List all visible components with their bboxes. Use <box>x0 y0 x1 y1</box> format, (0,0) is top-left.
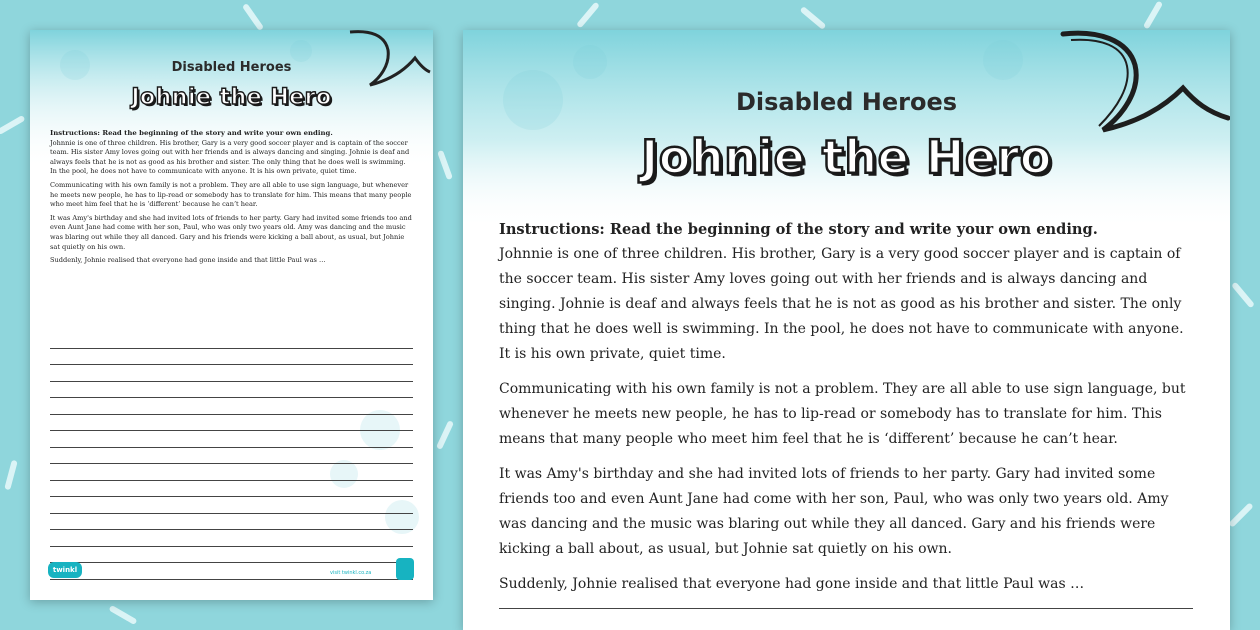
badge-icon <box>396 558 414 580</box>
footer-url: visit twinkl.co.za <box>330 570 372 576</box>
confetti-decoration <box>242 3 264 31</box>
writing-line[interactable] <box>50 398 413 415</box>
confetti-decoration <box>1231 282 1255 309</box>
story-paragraph: Communicating with his own family is not a problem. They are all able to use sign language, but whenever he meets new people, he has to lip-read or somebody has to translate for him. This means that many people who meet him feel that he is ‘different’ because he can’t hear. <box>499 381 1186 447</box>
writing-line[interactable] <box>50 464 413 481</box>
bubble-decoration <box>290 40 312 62</box>
writing-line[interactable] <box>50 365 413 382</box>
confetti-decoration <box>437 150 453 180</box>
writing-lines <box>499 600 1193 609</box>
bubble-decoration <box>573 45 607 79</box>
story-paragraph: Johnnie is one of three children. His brother, Gary is a very good soccer player and is captain of the soccer team. His sister Amy loves going out with her friends and is always dancing and singing. Johnie is deaf and always feels that he is not as good as his brother and sister. The only thing that he does well is swimming. In the pool, he does not have to communicate with anyone. It is his own private, quiet time. <box>50 138 410 176</box>
bubble-decoration <box>983 40 1023 80</box>
writing-line[interactable] <box>50 547 413 564</box>
story-text <box>50 129 414 266</box>
series-title: Disabled Heroes <box>171 60 292 75</box>
story-paragraph: It was Amy's birthday and she had invited lots of friends to her party. Gary had invited some friends too and even Aunt Jane had come with her son, Paul, who was only two years old. Amy was dancing and the music was blaring out while they all danced. Gary and his friends were kicking a ball about, as usual, but Johnie sat quietly on his own. <box>50 213 412 251</box>
series-title: Disabled Heroes <box>735 88 958 116</box>
instructions-text: Instructions: Read the beginning of the story and write your own ending. <box>499 221 1098 238</box>
confetti-decoration <box>800 6 827 30</box>
writing-lines <box>50 332 413 580</box>
confetti-decoration <box>436 420 454 450</box>
writing-line[interactable] <box>50 415 413 432</box>
confetti-decoration <box>1143 1 1163 30</box>
writing-line[interactable] <box>50 497 413 514</box>
story-paragraph: Suddenly, Johnie realised that everyone had gone inside and that little Paul was … <box>50 256 326 265</box>
writing-line[interactable] <box>50 332 413 349</box>
confetti-decoration <box>576 2 600 29</box>
writing-line[interactable] <box>50 431 413 448</box>
worksheet-title: Johnie the Hero <box>641 130 1052 184</box>
writing-line[interactable] <box>50 530 413 547</box>
instructions-text: Instructions: Read the beginning of the story and write your own ending. <box>50 129 333 137</box>
writing-line[interactable] <box>499 600 1193 609</box>
story-paragraph: It was Amy's birthday and she had invited lots of friends to her party. Gary had invited some friends too and even Aunt Jane had come with her son, Paul, who was only two years old. Amy was dancing and the music was blaring out while they all danced. Gary and his friends were kicking a ball about, as usual, but Johnie sat quietly on his own. <box>499 466 1169 557</box>
story-paragraph: Suddenly, Johnie realised that everyone had gone inside and that little Paul was … <box>499 576 1085 592</box>
writing-line[interactable] <box>50 448 413 465</box>
story-paragraph: Communicating with his own family is not a problem. They are all able to use sign language, but whenever he meets new people, he has to lip-read or somebody has to translate for him. This means that many people who meet him feel that he is ‘different’ because he can’t hear. <box>50 180 412 209</box>
writing-line[interactable] <box>50 349 413 366</box>
worksheet-detail <box>463 30 1230 630</box>
confetti-decoration <box>4 460 18 491</box>
confetti-decoration <box>1228 502 1253 527</box>
twinkl-logo: twinkl <box>48 562 82 578</box>
worksheet-thumbnail <box>30 30 433 600</box>
story-text <box>499 217 1194 597</box>
writing-line[interactable] <box>50 481 413 498</box>
worksheet-title: Johnie the Hero <box>131 85 332 110</box>
writing-line[interactable] <box>50 382 413 399</box>
confetti-decoration <box>0 115 25 135</box>
writing-line[interactable] <box>50 514 413 531</box>
confetti-decoration <box>109 605 138 625</box>
story-paragraph: Johnnie is one of three children. His brother, Gary is a very good soccer player and is captain of the soccer team. His sister Amy loves going out with her friends and is always dancing and singing. Johnie is deaf and always feels that he is not as good as his brother and sister. The only thing that he does well is swimming. In the pool, he does not have to communicate with anyone. It is his own private, quiet time. <box>499 246 1184 362</box>
